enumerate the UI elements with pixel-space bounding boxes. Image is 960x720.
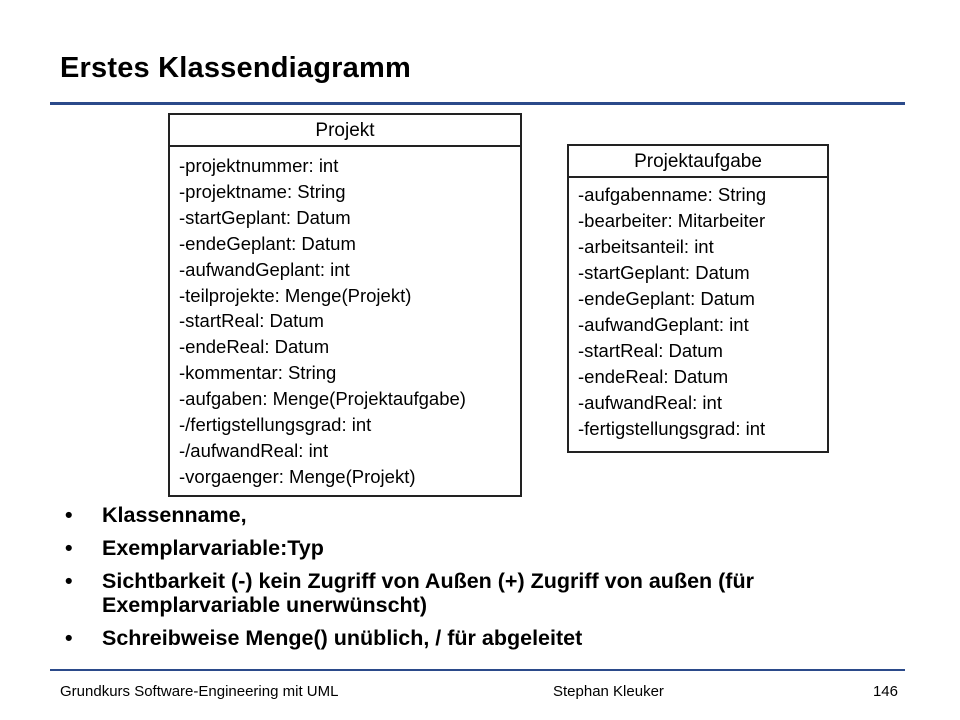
attribute: -aufgaben: Menge(Projektaufgabe) <box>179 388 466 410</box>
bullet-text: Schreibweise Menge() unüblich, / für abgeleitet <box>102 626 583 650</box>
attribute: -startGeplant: Datum <box>578 262 750 283</box>
bullet-dot-icon: • <box>65 536 73 560</box>
attribute: -projektname: String <box>179 180 346 202</box>
bullet-text: Sichtbarkeit (-) kein Zugriff von Außen (+) Zugriff von außen (für Exemplarvariable unerwünscht) <box>102 569 754 617</box>
attribute: -aufwandGeplant: int <box>179 258 350 280</box>
attribute-list <box>569 178 827 442</box>
slide-title: Erstes Klassendiagramm <box>60 52 411 84</box>
bullet-item <box>65 569 925 617</box>
attribute-list <box>170 147 520 490</box>
attribute: -aufwandGeplant: int <box>578 314 749 335</box>
footer-course: Grundkurs Software-Engineering mit UML <box>60 683 339 700</box>
bullet-dot-icon: • <box>65 503 73 527</box>
attribute: -aufgabenname: String <box>578 184 767 205</box>
attribute: -endeGeplant: Datum <box>179 232 356 254</box>
attribute: -teilprojekte: Menge(Projekt) <box>179 284 412 306</box>
attribute: -projektnummer: int <box>179 155 339 176</box>
footer-divider <box>50 669 905 671</box>
footer-author: Stephan Kleuker <box>553 683 664 700</box>
bullet-list <box>65 503 925 659</box>
bullet-item <box>65 503 925 527</box>
attribute: -kommentar: String <box>179 362 337 384</box>
title-divider <box>50 102 905 105</box>
class-box-projektaufgabe <box>567 144 829 453</box>
attribute: -bearbeiter: Mitarbeiter <box>578 210 766 231</box>
bullet-item <box>65 626 925 650</box>
bullet-dot-icon: • <box>65 569 73 593</box>
class-name: Projektaufgabe <box>569 146 827 178</box>
attribute: -startReal: Datum <box>578 340 723 361</box>
attribute: -/fertigstellungsgrad: int <box>179 414 372 436</box>
attribute: -vorgaenger: Menge(Projekt) <box>179 465 416 487</box>
bullet-text: Klassenname, <box>102 503 247 527</box>
bullet-text: Exemplarvariable:Typ <box>102 536 324 560</box>
page-number: 146 <box>872 683 898 700</box>
attribute: -startReal: Datum <box>179 310 324 332</box>
attribute: -startGeplant: Datum <box>179 206 351 228</box>
attribute: -arbeitsanteil: int <box>578 236 714 257</box>
attribute: -fertigstellungsgrad: int <box>578 418 766 439</box>
class-name: Projekt <box>170 115 520 147</box>
class-box-projekt <box>168 113 522 497</box>
attribute: -endeReal: Datum <box>578 366 729 387</box>
bullet-item <box>65 536 925 560</box>
attribute: -endeGeplant: Datum <box>578 288 755 309</box>
bullet-dot-icon: • <box>65 626 73 650</box>
attribute: -aufwandReal: int <box>578 392 722 413</box>
attribute: -endeReal: Datum <box>179 336 330 358</box>
attribute: -/aufwandReal: int <box>179 439 329 461</box>
